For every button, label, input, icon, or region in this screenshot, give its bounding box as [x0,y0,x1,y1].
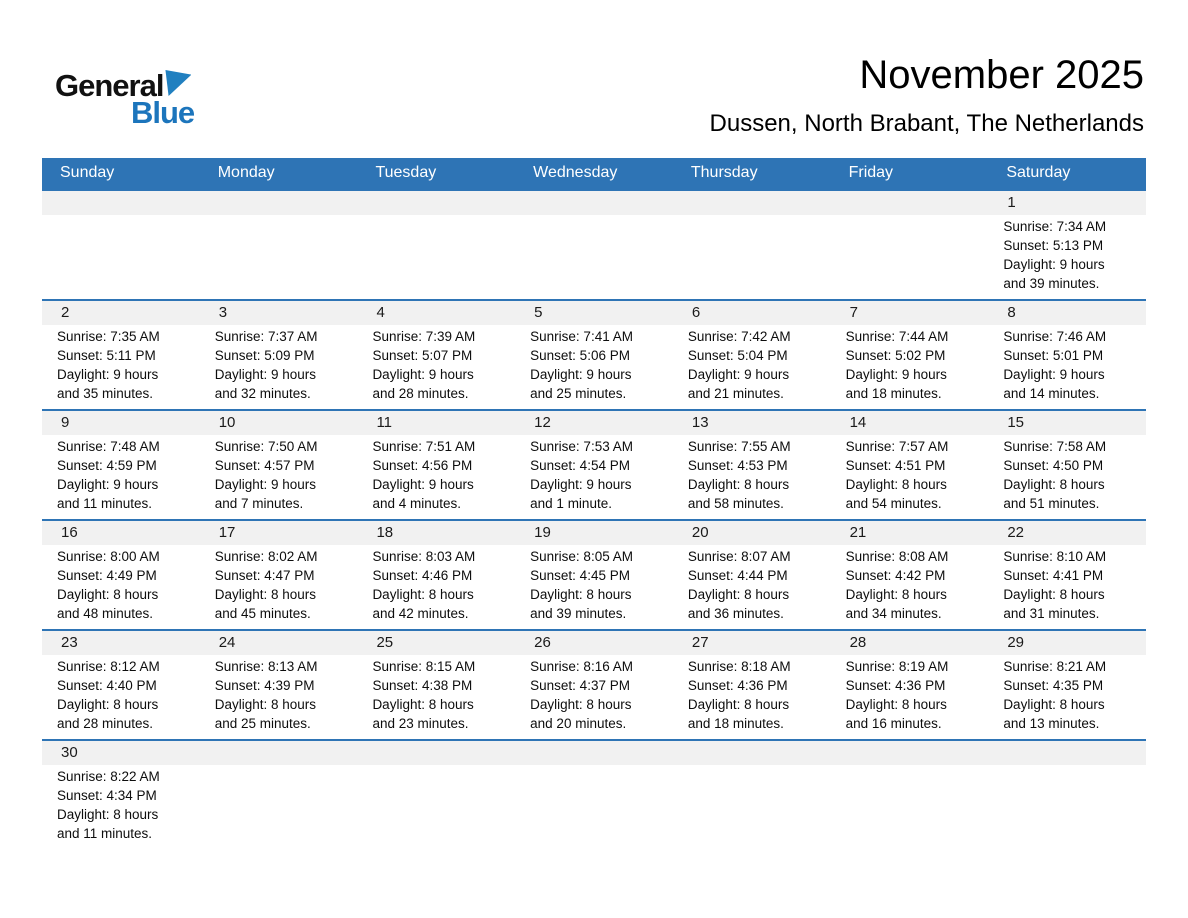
day-number-16: 16 [61,524,78,541]
daylight-text: and 34 minutes. [845,606,942,621]
sunrise-text: Sunrise: 8:19 AM [845,659,949,674]
sunset-text: Sunset: 4:42 PM [845,568,946,583]
day-cell-details-1 [988,215,1146,299]
location-subtitle: Dussen, North Brabant, The Netherlands [709,110,1144,137]
daylight-text: and 39 minutes. [530,606,627,621]
sunset-text: Sunset: 4:59 PM [57,458,157,473]
day-cell-details-7 [831,325,989,409]
day-header-saturday: Saturday [1006,164,1071,181]
day-cell-details-16 [42,545,200,629]
day-number-6: 6 [691,304,701,321]
daylight-text: Daylight: 8 hours [372,587,474,602]
day-details-band [42,545,1146,629]
sunrise-text: Sunrise: 7:57 AM [845,439,949,454]
day-cell-details-11 [357,435,515,519]
daylight-text: Daylight: 8 hours [845,587,947,602]
day-number-26: 26 [534,634,551,651]
sunset-text: Sunset: 5:11 PM [57,348,156,363]
sunrise-text: Sunrise: 8:16 AM [530,659,633,674]
daylight-text: Daylight: 8 hours [1003,697,1105,712]
sunrise-text: Sunrise: 7:46 AM [1003,329,1107,344]
sunset-text: Sunset: 4:46 PM [372,568,473,583]
day-number-band [42,741,1146,765]
logo-text-general: General [55,68,164,103]
daylight-text: and 18 minutes. [845,386,942,401]
day-header-monday: Monday [217,164,275,181]
sunrise-text: Sunrise: 7:42 AM [687,329,791,344]
day-number-20: 20 [691,524,709,541]
day-number-28: 28 [849,634,867,651]
day-number-15: 15 [1007,414,1024,431]
empty-day-number [200,191,358,215]
sunset-text: Sunset: 4:50 PM [1003,458,1104,473]
calendar-grid [42,158,1146,849]
day-header-wednesday: Wednesday [533,164,618,181]
day-number-21: 21 [849,524,867,541]
day-number-1: 1 [1007,194,1016,211]
day-cell-details-5 [515,325,673,409]
daylight-text: Daylight: 9 hours [1003,367,1105,382]
daylight-text: and 13 minutes. [1003,716,1100,731]
day-number-14: 14 [849,414,867,431]
sunset-text: Sunset: 4:57 PM [214,458,315,473]
sunrise-text: Sunrise: 8:13 AM [214,659,318,674]
day-number-18: 18 [376,524,394,541]
day-number-band [42,631,1146,655]
week-row-3 [42,409,1146,519]
day-cell-details-10 [200,435,358,519]
day-number-band [42,301,1146,325]
month-title: November 2025 [859,53,1144,97]
day-number-17: 17 [218,524,236,541]
empty-day-cell [357,765,515,849]
sunset-text: Sunset: 4:36 PM [687,678,788,693]
sunset-text: Sunset: 4:56 PM [372,458,473,473]
day-cell-details-9 [42,435,200,519]
sunrise-text: Sunrise: 8:08 AM [845,549,949,564]
daylight-text: Daylight: 9 hours [57,367,159,382]
sunrise-text: Sunrise: 7:35 AM [57,329,160,344]
sunrise-text: Sunrise: 7:41 AM [530,329,633,344]
empty-day-number [988,741,1146,765]
sunrise-text: Sunrise: 8:07 AM [687,549,791,564]
sunset-text: Sunset: 5:09 PM [214,348,315,363]
sunset-text: Sunset: 5:06 PM [530,348,630,363]
empty-day-cell [831,215,989,299]
sunrise-text: Sunrise: 7:39 AM [372,329,476,344]
empty-day-cell [673,215,831,299]
daylight-text: Daylight: 8 hours [530,697,632,712]
week-row-1 [42,189,1146,299]
sunset-text: Sunset: 4:37 PM [530,678,630,693]
day-details-band [42,215,1146,299]
sunrise-text: Sunrise: 7:50 AM [214,439,318,454]
sunset-text: Sunset: 4:49 PM [57,568,157,583]
empty-day-number [831,191,989,215]
sunrise-text: Sunrise: 8:21 AM [1003,659,1107,674]
daylight-text: Daylight: 9 hours [1003,257,1105,272]
day-number-13: 13 [691,414,709,431]
daylight-text: and 25 minutes. [530,386,627,401]
daylight-text: and 28 minutes. [372,386,469,401]
day-cell-details-3 [200,325,358,409]
day-number-19: 19 [534,524,551,541]
sunset-text: Sunset: 4:53 PM [687,458,788,473]
day-number-24: 24 [218,634,236,651]
sunrise-text: Sunrise: 8:05 AM [530,549,633,564]
sunset-text: Sunset: 4:35 PM [1003,678,1104,693]
day-number-band [42,521,1146,545]
day-number-27: 27 [691,634,709,651]
day-number-4: 4 [376,304,385,321]
sunrise-text: Sunrise: 8:18 AM [687,659,791,674]
page-header [0,0,1188,158]
sunset-text: Sunset: 4:34 PM [57,788,157,803]
daylight-text: and 20 minutes. [530,716,627,731]
daylight-text: Daylight: 8 hours [530,587,632,602]
sunset-text: Sunset: 5:13 PM [1003,238,1104,253]
daylight-text: and 7 minutes. [214,496,304,511]
sunrise-text: Sunrise: 8:22 AM [57,769,160,784]
daylight-text: Daylight: 9 hours [372,367,474,382]
day-details-band [42,435,1146,519]
sunrise-text: Sunrise: 7:51 AM [372,439,476,454]
daylight-text: Daylight: 9 hours [530,477,632,492]
daylight-text: Daylight: 8 hours [1003,477,1105,492]
empty-day-number [673,741,831,765]
sunset-text: Sunset: 4:39 PM [214,678,315,693]
empty-day-cell [988,765,1146,849]
daylight-text: and 16 minutes. [845,716,942,731]
sunrise-text: Sunrise: 8:02 AM [214,549,318,564]
day-cell-details-12 [515,435,673,519]
daylight-text: and 28 minutes. [57,716,154,731]
day-cell-details-23 [42,655,200,739]
day-number-12: 12 [534,414,551,431]
sunrise-text: Sunrise: 7:48 AM [57,439,160,454]
day-number-band [42,411,1146,435]
daylight-text: Daylight: 9 hours [845,367,947,382]
daylight-text: and 32 minutes. [214,386,311,401]
empty-day-number [357,741,515,765]
daylight-text: Daylight: 9 hours [57,477,159,492]
general-blue-logo [55,52,194,128]
daylight-text: Daylight: 8 hours [57,697,159,712]
empty-day-number [673,191,831,215]
weekday-header-row [42,158,1146,189]
day-cell-details-22 [988,545,1146,629]
sunset-text: Sunset: 4:38 PM [372,678,473,693]
day-cell-details-18 [357,545,515,629]
day-cell-details-4 [357,325,515,409]
sunset-text: Sunset: 4:45 PM [530,568,630,583]
sunset-text: Sunset: 4:40 PM [57,678,157,693]
sunrise-text: Sunrise: 7:44 AM [845,329,949,344]
day-number-29: 29 [1007,634,1024,651]
day-cell-details-15 [988,435,1146,519]
sunrise-text: Sunrise: 8:03 AM [372,549,476,564]
sunset-text: Sunset: 5:02 PM [845,348,946,363]
day-cell-details-19 [515,545,673,629]
daylight-text: and 11 minutes. [57,496,153,511]
sunrise-text: Sunrise: 7:58 AM [1003,439,1107,454]
daylight-text: and 25 minutes. [214,716,311,731]
daylight-text: and 48 minutes. [57,606,154,621]
empty-day-cell [673,765,831,849]
empty-day-cell [515,765,673,849]
day-cell-details-13 [673,435,831,519]
empty-day-number [515,191,673,215]
daylight-text: Daylight: 8 hours [372,697,474,712]
weeks-container [42,189,1146,849]
day-cell-details-14 [831,435,989,519]
sunrise-text: Sunrise: 8:10 AM [1003,549,1107,564]
sunset-text: Sunset: 4:47 PM [214,568,315,583]
day-number-2: 2 [61,304,70,321]
daylight-text: and 39 minutes. [1003,276,1100,291]
daylight-text: Daylight: 9 hours [687,367,790,382]
logo-triangle-icon [165,70,191,96]
daylight-text: Daylight: 9 hours [372,477,474,492]
sunrise-text: Sunrise: 8:00 AM [57,549,160,564]
empty-day-number [357,191,515,215]
daylight-text: Daylight: 9 hours [530,367,632,382]
sunset-text: Sunset: 5:04 PM [687,348,788,363]
day-number-8: 8 [1007,304,1016,321]
empty-day-cell [200,765,358,849]
sunset-text: Sunset: 4:41 PM [1003,568,1104,583]
day-cell-details-20 [673,545,831,629]
empty-day-number [831,741,989,765]
daylight-text: Daylight: 8 hours [687,477,790,492]
day-number-10: 10 [218,414,236,431]
daylight-text: Daylight: 8 hours [687,587,790,602]
daylight-text: Daylight: 9 hours [214,477,317,492]
day-cell-details-21 [831,545,989,629]
day-header-sunday: Sunday [60,164,115,181]
week-row-2 [42,299,1146,409]
daylight-text: Daylight: 8 hours [687,697,790,712]
daylight-text: and 21 minutes. [687,386,784,401]
daylight-text: Daylight: 8 hours [214,587,317,602]
sunrise-text: Sunrise: 8:12 AM [57,659,160,674]
daylight-text: Daylight: 8 hours [214,697,317,712]
day-cell-details-8 [988,325,1146,409]
daylight-text: and 1 minute. [530,496,612,511]
day-number-23: 23 [61,634,78,651]
sunset-text: Sunset: 5:01 PM [1003,348,1104,363]
empty-day-number [200,741,358,765]
daylight-text: Daylight: 8 hours [845,697,947,712]
sunrise-text: Sunrise: 8:15 AM [372,659,476,674]
day-details-band [42,655,1146,739]
day-cell-details-29 [988,655,1146,739]
day-cell-details-27 [673,655,831,739]
day-number-9: 9 [61,414,70,431]
day-number-30: 30 [61,744,78,761]
daylight-text: and 42 minutes. [372,606,469,621]
day-cell-details-26 [515,655,673,739]
empty-day-cell [357,215,515,299]
day-number-3: 3 [218,304,228,321]
daylight-text: and 14 minutes. [1003,386,1100,401]
day-number-11: 11 [376,414,393,431]
day-number-band [42,191,1146,215]
empty-day-cell [831,765,989,849]
day-details-band [42,325,1146,409]
day-cell-details-6 [673,325,831,409]
sunset-text: Sunset: 5:07 PM [372,348,473,363]
sunset-text: Sunset: 4:44 PM [687,568,788,583]
sunset-text: Sunset: 4:51 PM [845,458,946,473]
daylight-text: and 45 minutes. [214,606,311,621]
day-number-25: 25 [376,634,394,651]
sunrise-text: Sunrise: 7:53 AM [530,439,633,454]
daylight-text: Daylight: 8 hours [845,477,947,492]
sunrise-text: Sunrise: 7:55 AM [687,439,791,454]
daylight-text: Daylight: 8 hours [57,807,159,822]
day-header-thursday: Thursday [690,164,758,181]
empty-day-cell [200,215,358,299]
week-row-5 [42,629,1146,739]
daylight-text: Daylight: 8 hours [1003,587,1105,602]
logo-text-blue: Blue [131,95,195,130]
daylight-text: and 18 minutes. [687,716,784,731]
empty-day-number [515,741,673,765]
daylight-text: and 51 minutes. [1003,496,1100,511]
empty-day-cell [515,215,673,299]
day-cell-details-25 [357,655,515,739]
week-row-4 [42,519,1146,629]
title-block [710,52,1144,138]
day-header-tuesday: Tuesday [375,164,437,181]
day-cell-details-24 [200,655,358,739]
empty-day-cell [42,215,200,299]
day-cell-details-30 [42,765,200,849]
daylight-text: and 35 minutes. [57,386,154,401]
day-cell-details-28 [831,655,989,739]
empty-day-number [42,191,200,215]
day-number-5: 5 [534,304,543,321]
daylight-text: and 58 minutes. [687,496,784,511]
day-number-22: 22 [1007,524,1024,541]
day-cell-details-17 [200,545,358,629]
week-row-6 [42,739,1146,849]
daylight-text: and 54 minutes. [845,496,942,511]
daylight-text: and 23 minutes. [372,716,469,731]
sunrise-text: Sunrise: 7:34 AM [1003,219,1107,234]
daylight-text: and 31 minutes. [1003,606,1100,621]
day-cell-details-2 [42,325,200,409]
day-header-friday: Friday [848,164,894,181]
daylight-text: and 4 minutes. [372,496,461,511]
daylight-text: Daylight: 8 hours [57,587,159,602]
daylight-text: Daylight: 9 hours [214,367,317,382]
sunset-text: Sunset: 4:54 PM [530,458,630,473]
daylight-text: and 36 minutes. [687,606,784,621]
day-details-band [42,765,1146,849]
sunset-text: Sunset: 4:36 PM [845,678,946,693]
sunrise-text: Sunrise: 7:37 AM [214,329,318,344]
day-number-7: 7 [849,304,858,321]
daylight-text: and 11 minutes. [57,826,153,841]
